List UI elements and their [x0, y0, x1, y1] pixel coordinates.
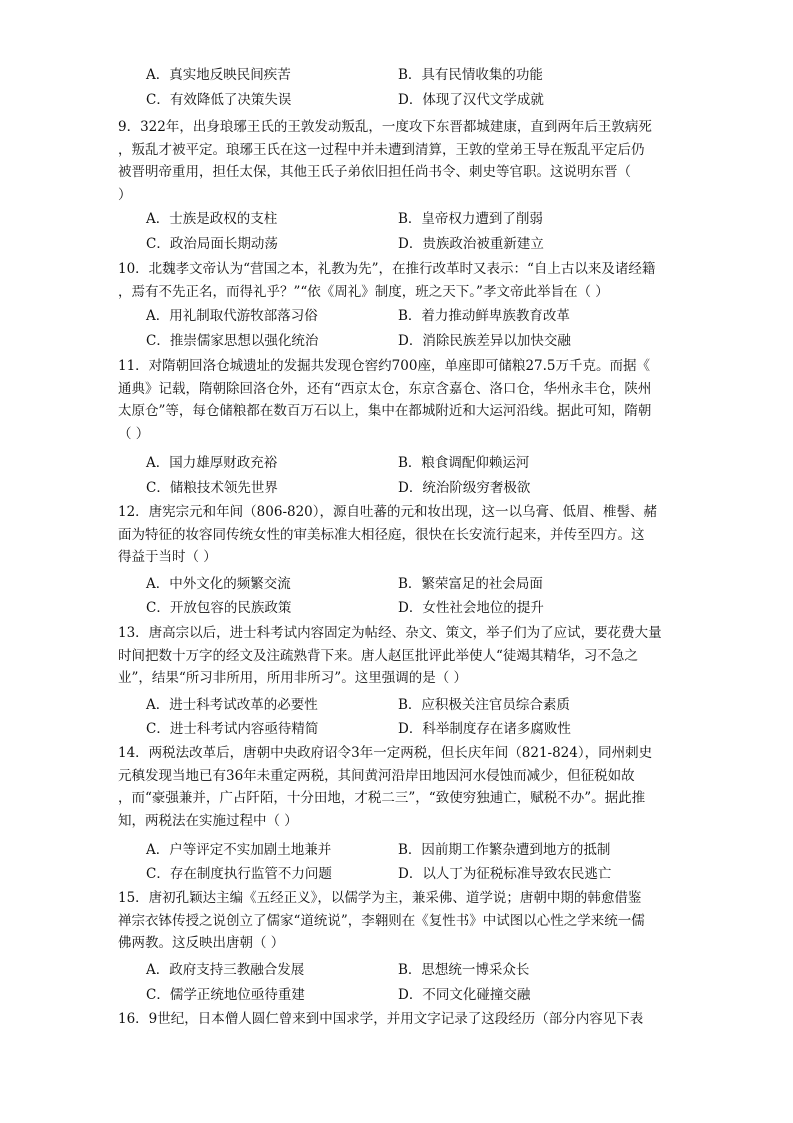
- option-c: C．政治局面长期动荡: [146, 236, 278, 252]
- option-d: D．体现了汉代文学成就: [398, 92, 544, 108]
- option-row: [146, 208, 706, 230]
- option-row: [146, 89, 706, 111]
- stem-line: 16．9世纪，日本僧人圆仁曾来到中国求学，并用文字记录了这段经历（部分内容见下表: [118, 1011, 644, 1027]
- stem-line: ，叛乱才被平定。琅琊王氏在这一过程中并未遭到清算，王敦的堂弟王导在叛乱平定后仍: [118, 141, 645, 158]
- question-11-stem: [118, 355, 678, 445]
- option-d: D．女性社会地位的提升: [398, 600, 544, 616]
- stem-line: 14．两税法改革后，唐朝中央政府诏令3年一定两税，但长庆年间（821-824），同州刺史: [118, 745, 653, 761]
- stem-line: 太原仓”等，每仓储粮都在数百万石以上，集中在都城附近和大运河沿线。据此可知，隋朝: [118, 403, 652, 419]
- option-row: [146, 305, 706, 327]
- option-row: [146, 330, 706, 352]
- option-a: A．国力雄厚财政充裕: [146, 455, 278, 471]
- stem-line: 面为特征的妆容同传统女性的审美标准大相径庭，很快在长安流行起来，并传至四方。这: [118, 526, 645, 543]
- stem-line: 时间把数十万字的经文及注疏熟背下来。唐人赵匡批评此举使人“徒竭其精华，习不急之: [118, 647, 638, 664]
- stem-line: 得益于当时（ ）: [118, 549, 217, 565]
- stem-line: 11．对隋朝回洛仓城遗址的发掘共发现仓窖约700座，单座即可储粮27.5万千克。而据《: [118, 358, 651, 374]
- option-b: B．皇帝权力遭到了削弱: [398, 211, 543, 227]
- stem-line: 被晋明帝重用，担任太保，其他王氏子弟依旧担任尚书令、刺史等官职。这说明东晋（: [118, 164, 631, 180]
- question-9-stem: [118, 116, 678, 206]
- option-c: C．有效降低了决策失误: [146, 92, 292, 108]
- question-13-stem: [118, 622, 678, 690]
- stem-line: 元稹发现当地已有36年未重定两税，其间黄河沿岸田地因河水侵蚀而减少，但征税如故: [118, 767, 635, 784]
- option-b: B．因前期工作繁杂遭到地方的抵制: [398, 842, 611, 858]
- option-row: [146, 984, 706, 1006]
- option-a: A．中外文化的频繁交流: [146, 576, 291, 592]
- stem-line: 禅宗衣钵传授之说创立了儒家“道统说”，李翱则在《复性书》中试图以心性之学来统一儒: [118, 912, 645, 929]
- option-a: A．真实地反映民间疾苦: [146, 67, 291, 83]
- stem-line: 佛两教。这反映出唐朝（ ）: [118, 935, 285, 951]
- option-d: D．不同文化碰撞交融: [398, 987, 531, 1003]
- option-a: A．进士科考试改革的必要性: [146, 697, 318, 713]
- option-a: A．户等评定不实加剧土地兼并: [146, 842, 332, 858]
- option-d: D．以人丁为征税标准导致农民逃亡: [398, 866, 612, 882]
- option-row: [146, 959, 706, 981]
- option-c: C．储粮技术领先世界: [146, 480, 278, 496]
- stem-line: ，焉有不先正名，而得礼乎？”“依《周礼》制度，班之天下。”孝文帝此举旨在（ ）: [118, 283, 609, 300]
- option-d: D．科举制度存在诸多腐败性: [398, 721, 571, 737]
- option-row: [146, 597, 706, 619]
- option-row: [146, 233, 706, 255]
- option-c: C．进士科考试内容亟待精简: [146, 721, 319, 737]
- question-14-stem: [118, 742, 678, 832]
- option-d: D．统治阶级穷奢极欲: [398, 480, 531, 496]
- option-a: A．用礼制取代游牧部落习俗: [146, 308, 318, 324]
- stem-line: 知，两税法在实施过程中（ ）: [118, 812, 298, 829]
- stem-line: 通典》记载，隋朝除回洛仓外，还有“西京太仓，东京含嘉仓、洛口仓，华州永丰仓，陕州: [118, 380, 652, 397]
- option-c: C．儒学正统地位亟待重建: [146, 987, 305, 1003]
- stem-line: 10．北魏孝文帝认为“营国之本，礼教为先”，在推行改革时又表示：“自上古以来及诸经籍: [118, 261, 656, 277]
- stem-line: 9．322年，出身琅琊王氏的王敦发动叛乱，一度攻下东晋都城建康，直到两年后王敦病死: [118, 119, 652, 135]
- option-row: [146, 64, 706, 86]
- option-row: [146, 477, 706, 499]
- option-row: [146, 839, 706, 861]
- stem-line: 业”，结果“所习非所用，所用非所习”。这里强调的是（ ）: [118, 670, 467, 686]
- question-15-stem: [118, 887, 678, 955]
- stem-line: ）: [118, 186, 132, 203]
- option-b: B．思想统一博采众长: [398, 962, 530, 978]
- option-row: [146, 452, 706, 474]
- option-c: C．存在制度执行监管不力问题: [146, 866, 332, 882]
- option-row: [146, 718, 706, 740]
- stem-line: 15．唐初孔颖达主编《五经正义》，以儒学为主，兼采佛、道学说；唐朝中期的韩愈借鉴: [118, 890, 642, 906]
- option-b: B．着力推动鲜卑族教育改革: [398, 308, 570, 324]
- option-row: [146, 694, 706, 716]
- option-b: B．繁荣富足的社会局面: [398, 576, 543, 592]
- stem-line: ，而“豪强兼并，广占阡陌，十分田地，才税二三”，“致使穷独逋亡，赋税不办”。据此推: [118, 790, 646, 806]
- option-c: C．开放包容的民族政策: [146, 600, 292, 616]
- option-d: D．贵族政治被重新建立: [398, 236, 544, 252]
- option-b: B．具有民情收集的功能: [398, 67, 543, 83]
- stem-line: 13．唐高宗以后，进士科考试内容固定为帖经、杂文、策文，举子们为了应试，要花费大量: [118, 625, 662, 641]
- option-b: B．粮食调配仰赖运河: [398, 455, 530, 471]
- option-b: B．应积极关注官员综合素质: [398, 697, 570, 713]
- option-d: D．消除民族差异以加快交融: [398, 333, 571, 349]
- question-16-stem: [118, 1008, 678, 1031]
- option-row: [146, 573, 706, 595]
- option-row: [146, 863, 706, 885]
- question-10-stem: [118, 258, 678, 303]
- stem-line: （ ）: [118, 425, 150, 442]
- option-c: C．推崇儒家思想以强化统治: [146, 333, 319, 349]
- option-a: A．政府支持三教融合发展: [146, 962, 305, 978]
- question-12-stem: [118, 501, 678, 569]
- option-a: A．士族是政权的支柱: [146, 211, 278, 227]
- stem-line: 12．唐宪宗元和年间（806-820），源自吐蕃的元和妆出现，这一以乌膏、低眉、椎髻、赭: [118, 504, 658, 520]
